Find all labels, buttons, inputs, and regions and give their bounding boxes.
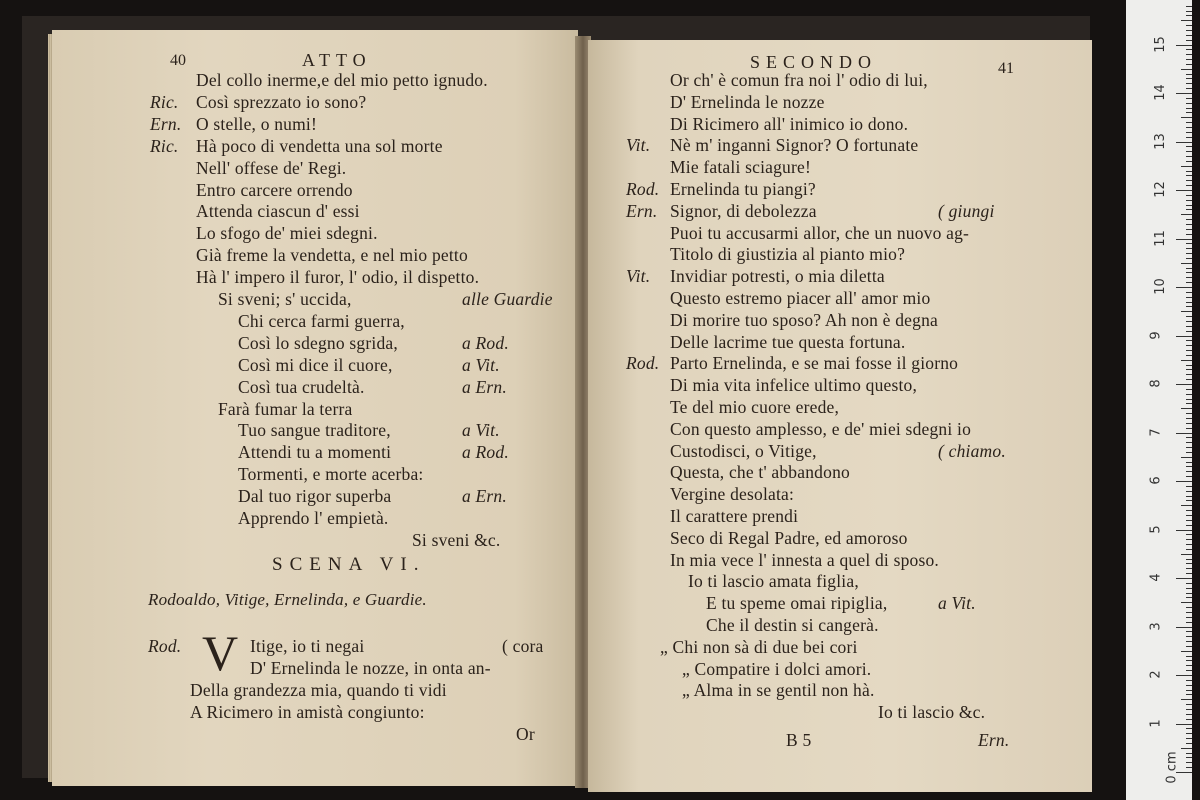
- ruler-tick: [1186, 660, 1192, 661]
- ruler-tick: [1176, 190, 1192, 191]
- verse-line: E tu speme omai ripiglia,: [706, 593, 888, 614]
- ruler-tick: [1186, 597, 1192, 598]
- ruler-tick: [1176, 93, 1192, 94]
- ruler-tick: [1186, 345, 1192, 346]
- stage-direction: a Vit.: [938, 593, 976, 614]
- verse-line: Vergine desolata:: [670, 484, 795, 505]
- ruler-tick: [1186, 704, 1192, 705]
- verse-line: Di Ricimero all' inimico io dono.: [670, 113, 909, 134]
- verse-line: Invidiar potresti, o mia diletta: [670, 266, 885, 287]
- verse-line: Puoi tu accusarmi allor, che un nuovo ag-: [670, 222, 970, 243]
- ruler-tick: [1181, 748, 1192, 749]
- character-list: Rodoaldo, Vitige, Ernelinda, e Guardie.: [148, 590, 427, 609]
- speaker-rod: Rod.: [148, 636, 182, 656]
- ruler-tick: [1186, 122, 1192, 123]
- ruler-tick: [1186, 728, 1192, 729]
- ruler-tick: [1186, 646, 1192, 647]
- ruler-tick: [1186, 6, 1192, 7]
- stage-direction: ( chiamo.: [938, 440, 1006, 461]
- ruler-tick: [1176, 578, 1192, 579]
- ruler-tick: [1186, 670, 1192, 671]
- ruler-tick: [1176, 142, 1192, 143]
- ruler-number: 2: [1148, 670, 1164, 679]
- stage-direction: ( giungi: [938, 200, 995, 221]
- ruler-tick: [1186, 350, 1192, 351]
- verse-line: Di mia vita infelice ultimo questo,: [670, 375, 918, 396]
- verse-line: Te del mio cuore erede,: [670, 397, 840, 417]
- ruler-tick: [1186, 316, 1192, 317]
- verse-line: Così mi dice il cuore,: [238, 354, 393, 375]
- ruler-tick: [1186, 656, 1192, 657]
- ruler-tick: [1186, 685, 1192, 686]
- verse-line: Di morire tuo sposo? Ah non è degna: [670, 309, 938, 330]
- verse-line: Ernelinda tu piangi?: [670, 179, 816, 199]
- ruler-tick: [1186, 399, 1192, 400]
- ruler-tick: [1186, 374, 1192, 375]
- ruler-tick: [1186, 622, 1192, 623]
- verse-line: D' Ernelinda le nozze: [670, 91, 825, 112]
- ruler-tick: [1186, 248, 1192, 249]
- verse-line: Nell' offese de' Regi.: [196, 157, 347, 178]
- ruler-tick: [1176, 384, 1192, 385]
- ruler-number: 7: [1148, 427, 1164, 437]
- ruler-tick: [1186, 340, 1192, 341]
- verse-line: Nè m' inganni Signor? O fortunate: [670, 135, 919, 156]
- ruler-tick: [1186, 379, 1192, 380]
- verse-line: Tormenti, e morte acerba:: [238, 464, 424, 485]
- right-page: [588, 40, 1092, 792]
- ruler-tick: [1186, 466, 1192, 467]
- ruler-tick: [1186, 253, 1192, 254]
- ruler-tick: [1186, 59, 1192, 60]
- ruler-tick: [1181, 554, 1192, 555]
- ruler-tick: [1186, 471, 1192, 472]
- verse-line: Con questo amplesso, e de' miei sdegni io: [670, 418, 972, 439]
- ruler-tick: [1186, 423, 1192, 424]
- ruler-tick: [1186, 743, 1192, 744]
- ruler-tick: [1186, 544, 1192, 545]
- verse-line: Della grandezza mia, quando ti vidi: [190, 680, 447, 700]
- ruler-tick: [1186, 491, 1192, 492]
- ruler-tick: [1186, 306, 1192, 307]
- drop-cap: V: [202, 625, 239, 681]
- measuring-ruler: [1126, 0, 1192, 800]
- speaker-label: Ric.: [150, 91, 179, 112]
- ruler-tick: [1186, 665, 1192, 666]
- ruler-tick: [1186, 403, 1192, 404]
- stage-direction: a Vit.: [462, 354, 500, 375]
- ruler-tick: [1186, 224, 1192, 225]
- ruler-tick: [1186, 757, 1192, 758]
- ruler-tick: [1181, 505, 1192, 506]
- turnover-word: ( cora: [502, 636, 544, 656]
- ruler-tick: [1186, 738, 1192, 739]
- speaker-label: Ern.: [150, 113, 182, 134]
- speaker-label: Rod.: [626, 179, 660, 199]
- speaker-label: Vit.: [626, 135, 651, 156]
- ruler-tick: [1186, 258, 1192, 259]
- verse-line: Dal tuo rigor superba: [238, 486, 392, 507]
- verse-line: Chi cerca farmi guerra,: [238, 310, 405, 331]
- ruler-tick: [1186, 593, 1192, 594]
- ruler-tick: [1186, 88, 1192, 89]
- ruler-tick: [1186, 54, 1192, 55]
- page-number-right: 41: [998, 60, 1014, 77]
- verse-line: Or ch' è comun fra noi l' odio di lui,: [670, 70, 928, 90]
- ruler-tick: [1186, 753, 1192, 754]
- ruler-tick: [1181, 360, 1192, 361]
- ruler-number: 15: [1152, 35, 1168, 53]
- left-page: [52, 30, 578, 786]
- ruler-tick: [1186, 234, 1192, 235]
- ruler-tick: [1186, 127, 1192, 128]
- ruler-tick: [1181, 602, 1192, 603]
- verse-line: Così lo sdegno sgrida,: [238, 332, 398, 353]
- ruler-tick: [1186, 156, 1192, 157]
- verse-line: Tuo sangue traditore,: [238, 420, 391, 441]
- ruler-tick: [1186, 146, 1192, 147]
- ruler-tick: [1186, 568, 1192, 569]
- speaker-label: Ric.: [150, 135, 179, 156]
- ruler-tick: [1176, 433, 1192, 434]
- ruler-tick: [1186, 64, 1192, 65]
- ruler-tick: [1176, 530, 1192, 531]
- verse-line: Già freme la vendetta, e nel mio petto: [196, 245, 468, 266]
- ruler-tick: [1186, 331, 1192, 332]
- ruler-tick: [1186, 112, 1192, 113]
- ruler-tick: [1186, 78, 1192, 79]
- ruler-tick: [1186, 714, 1192, 715]
- stage-direction: a Rod.: [462, 332, 509, 353]
- ruler-tick: [1181, 263, 1192, 264]
- ruler-tick: [1186, 733, 1192, 734]
- ruler-tick: [1186, 583, 1192, 584]
- ruler-tick: [1186, 108, 1192, 109]
- ruler-tick: [1186, 175, 1192, 176]
- ruler-tick: [1186, 607, 1192, 608]
- signature-mark: B 5: [786, 730, 812, 750]
- verse-line: Hà l' impero il furor, l' odio, il dispetto.: [196, 267, 480, 288]
- ruler-number: 6: [1148, 476, 1164, 485]
- verse-line: Hà poco di vendetta una sol morte: [196, 135, 443, 156]
- ruler-tick: [1181, 20, 1192, 21]
- verse-line: Farà fumar la terra: [218, 398, 353, 419]
- ruler-tick: [1181, 699, 1192, 700]
- ruler-number: 14: [1152, 84, 1168, 101]
- verse-line: Il carattere prendi: [670, 506, 799, 526]
- ruler-tick: [1186, 321, 1192, 322]
- ruler-tick: [1186, 636, 1192, 637]
- ruler-tick: [1186, 185, 1192, 186]
- ruler-tick: [1186, 631, 1192, 632]
- verse-line: Custodisci, o Vitige,: [670, 440, 817, 461]
- verse-line: Si sveni; s' uccida,: [218, 289, 352, 309]
- ruler-tick: [1186, 40, 1192, 41]
- ruler-tick: [1186, 559, 1192, 560]
- ruler-number: 11: [1152, 229, 1168, 247]
- ruler-tick: [1186, 137, 1192, 138]
- ruler-tick: [1186, 365, 1192, 366]
- ruler-tick: [1186, 539, 1192, 540]
- ruler-tick: [1186, 762, 1192, 763]
- ruler-tick: [1181, 457, 1192, 458]
- page-number-left: 40: [170, 52, 186, 69]
- verse-line: Che il destin si cangerà.: [706, 615, 879, 635]
- ruler-tick: [1186, 588, 1192, 589]
- ruler-tick: [1186, 573, 1192, 574]
- ruler-tick: [1186, 132, 1192, 133]
- ruler-tick: [1181, 408, 1192, 409]
- ruler-number: 1: [1148, 718, 1164, 728]
- ruler-tick: [1186, 534, 1192, 535]
- ruler-tick: [1186, 496, 1192, 497]
- ruler-number: 9: [1148, 330, 1164, 340]
- ruler-tick: [1186, 277, 1192, 278]
- ruler-tick: [1186, 486, 1192, 487]
- verse-line: Entro carcere orrendo: [196, 179, 353, 200]
- verse-line: Questa, che t' abbandono: [670, 462, 850, 483]
- verse-line: D' Ernelinda le nozze, in onta an-: [250, 658, 491, 678]
- ruler-tick: [1186, 428, 1192, 429]
- verse-line: Attendi tu a momenti: [238, 442, 392, 463]
- stage-direction: a Ern.: [462, 486, 507, 507]
- verse-line: A Ricimero in amistà congiunto:: [190, 702, 425, 722]
- ruler-tick: [1176, 239, 1192, 240]
- ruler-tick: [1176, 481, 1192, 482]
- ruler-tick: [1186, 103, 1192, 104]
- ruler-tick: [1176, 675, 1192, 676]
- ruler-tick: [1186, 617, 1192, 618]
- ruler-tick: [1186, 413, 1192, 414]
- ruler-tick: [1186, 709, 1192, 710]
- ruler-tick: [1186, 35, 1192, 36]
- ruler-number: 3: [1148, 621, 1164, 631]
- scene-title: SCENA VI.: [272, 554, 426, 575]
- verse-line: Seco di Regal Padre, ed amoroso: [670, 527, 908, 548]
- verse-line: Io ti lascio amata figlia,: [688, 571, 859, 592]
- ruler-tick: [1186, 297, 1192, 298]
- ruler-tick: [1181, 214, 1192, 215]
- verse-line: Si sveni &c.: [412, 529, 501, 550]
- ruler-tick: [1186, 520, 1192, 521]
- verse-line: Parto Ernelinda, e se mai fosse il giorno: [670, 353, 959, 374]
- ruler-tick: [1186, 437, 1192, 438]
- ruler-tick: [1186, 510, 1192, 511]
- verse-line: Io ti lascio &c.: [878, 702, 986, 723]
- verse-line: „ Compatire i dolci amori.: [682, 658, 872, 679]
- ruler-tick: [1186, 476, 1192, 477]
- verse-line: Mie fatali sciagure!: [670, 157, 812, 178]
- verse-line: Titolo di giustizia al pianto mio?: [670, 244, 906, 265]
- ruler-tick: [1176, 724, 1192, 725]
- verse-line: Così tua crudeltà.: [238, 376, 365, 397]
- ruler-tick: [1186, 641, 1192, 642]
- verse-line: Così sprezzato io sono?: [196, 91, 367, 112]
- ruler-tick: [1186, 418, 1192, 419]
- verse-line: Delle lacrime tue questa fortuna.: [670, 331, 906, 352]
- ruler-tick: [1186, 180, 1192, 181]
- ruler-tick: [1186, 161, 1192, 162]
- stage-direction: a Ern.: [462, 376, 507, 397]
- ruler-tick: [1176, 287, 1192, 288]
- ruler-tick: [1186, 302, 1192, 303]
- ruler-number: 4: [1148, 573, 1164, 582]
- ruler-tick: [1186, 268, 1192, 269]
- stage-direction: a Rod.: [462, 442, 509, 463]
- ruler-tick: [1186, 195, 1192, 196]
- book: [22, 16, 1090, 778]
- verse-line: Signor, di debolezza: [670, 200, 817, 221]
- ruler-tick: [1186, 205, 1192, 206]
- ruler-tick: [1186, 200, 1192, 201]
- verse-line: Del collo inerme,e del mio petto ignudo.: [196, 70, 488, 90]
- verse-line: Lo sfogo de' miei sdegni.: [196, 223, 378, 244]
- running-header-left: ATTO: [302, 50, 372, 70]
- speaker-label: Rod.: [626, 353, 660, 374]
- ruler-tick: [1186, 525, 1192, 526]
- ruler-tick: [1186, 219, 1192, 220]
- ruler-tick: [1181, 69, 1192, 70]
- ruler-tick: [1186, 680, 1192, 681]
- ruler-tick: [1186, 355, 1192, 356]
- ruler-tick: [1181, 651, 1192, 652]
- ruler-tick: [1186, 98, 1192, 99]
- ruler-tick: [1186, 74, 1192, 75]
- verse-line: Attenda ciascun d' essi: [196, 201, 360, 222]
- ruler-tick: [1176, 627, 1192, 628]
- ruler-tick: [1186, 229, 1192, 230]
- ruler-tick: [1186, 171, 1192, 172]
- ruler-tick: [1186, 719, 1192, 720]
- ruler-tick: [1186, 690, 1192, 691]
- ruler-number: 12: [1152, 181, 1168, 198]
- verse-line: Questo estremo piacer all' amor mio: [670, 288, 931, 308]
- ruler-number: 10: [1152, 278, 1168, 295]
- ruler-zero-label: 0 cm: [1164, 751, 1180, 784]
- ruler-tick: [1186, 272, 1192, 273]
- verse-line: „ Alma in se gentil non hà.: [682, 680, 875, 701]
- ruler-tick: [1186, 282, 1192, 283]
- ruler-tick: [1186, 442, 1192, 443]
- ruler-tick: [1186, 394, 1192, 395]
- speaker-label: Ern.: [626, 200, 658, 221]
- ruler-tick: [1186, 83, 1192, 84]
- verse-line: O stelle, o numi!: [196, 113, 318, 134]
- ruler-tick: [1186, 30, 1192, 31]
- verse-line: „ Chi non sà di due bei cori: [660, 636, 858, 657]
- ruler-tick: [1186, 15, 1192, 16]
- ruler-tick: [1186, 326, 1192, 327]
- ruler-tick: [1186, 49, 1192, 50]
- ruler-tick: [1176, 45, 1192, 46]
- ruler-tick: [1186, 243, 1192, 244]
- running-header-right: SECONDO: [750, 52, 878, 72]
- ruler-tick: [1186, 11, 1192, 12]
- ruler-number: 13: [1152, 132, 1168, 150]
- stage-direction: alle Guardie: [462, 289, 553, 309]
- ruler-tick: [1186, 500, 1192, 501]
- ruler-tick: [1186, 369, 1192, 370]
- ruler-number: 5: [1148, 524, 1164, 534]
- ruler-number: 8: [1148, 379, 1164, 388]
- ruler-tick: [1186, 563, 1192, 564]
- verse-line: In mia vece l' innesta a quel di sposo.: [670, 549, 940, 570]
- verse-line: Itige, io ti negai: [250, 636, 365, 656]
- stage-direction: a Vit.: [462, 420, 500, 441]
- ruler-tick: [1186, 549, 1192, 550]
- ruler-tick: [1186, 462, 1192, 463]
- ruler-tick: [1186, 767, 1192, 768]
- ruler-tick: [1186, 151, 1192, 152]
- speaker-label: Vit.: [626, 266, 651, 287]
- ruler-tick: [1186, 515, 1192, 516]
- ruler-tick: [1186, 447, 1192, 448]
- ruler-tick: [1186, 452, 1192, 453]
- verse-line: Apprendo l' empietà.: [238, 508, 389, 528]
- ruler-tick: [1181, 117, 1192, 118]
- ruler-tick: [1186, 25, 1192, 26]
- catchword-left: Or: [516, 724, 535, 744]
- ruler-tick: [1181, 311, 1192, 312]
- catchword-right: Ern.: [978, 730, 1010, 750]
- ruler-tick: [1176, 336, 1192, 337]
- ruler-tick: [1186, 292, 1192, 293]
- ruler-tick: [1186, 389, 1192, 390]
- ruler-tick: [1186, 694, 1192, 695]
- ruler-tick: [1181, 166, 1192, 167]
- ruler-tick: [1186, 612, 1192, 613]
- ruler-tick: [1186, 209, 1192, 210]
